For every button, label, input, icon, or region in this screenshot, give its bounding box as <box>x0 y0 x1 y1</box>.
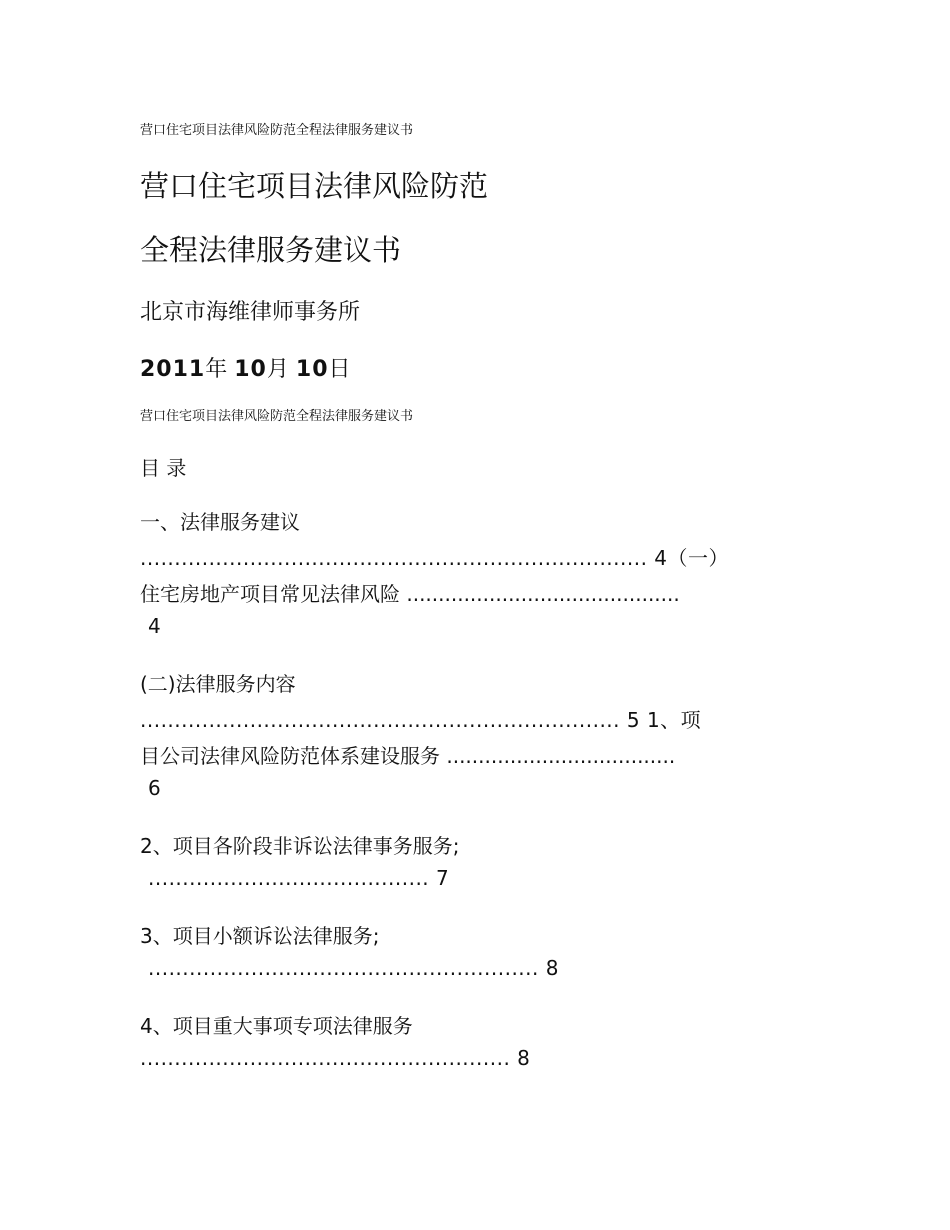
toc-entry: 目公司法律风险防范体系建设服务 .................................... <box>140 744 676 768</box>
date-month: 10 <box>234 357 267 382</box>
toc-leader-line: ......................................... 7 <box>148 866 450 890</box>
date-day: 10 <box>295 357 329 382</box>
toc-entry: 3、项目小额诉讼法律服务; <box>140 924 380 948</box>
date-year: 2011 <box>140 357 206 382</box>
toc-entry: (二)法律服务内容 <box>140 672 296 696</box>
toc-entry: 2、项目各阶段非诉讼法律事务服务; <box>140 834 460 858</box>
law-firm-name: 北京市海维律师事务所 <box>140 300 361 325</box>
toc-leader-line: ......................................................... 8 <box>148 956 559 980</box>
toc-leader-line: ...................................................... 8 <box>140 1046 531 1070</box>
running-header: 营口住宅项目法律风险防范全程法律服务建议书 <box>140 123 414 138</box>
toc-leader-line: ...................................................................... 5 1、项 <box>140 708 702 732</box>
date-year-char: 年 <box>205 357 228 382</box>
document-date <box>140 352 351 383</box>
document-title-line-1: 营口住宅项目法律风险防范 <box>140 169 489 203</box>
running-header-second: 营口住宅项目法律风险防范全程法律服务建议书 <box>140 409 414 424</box>
toc-entry: 4、项目重大事项专项法律服务 <box>140 1014 413 1038</box>
document-title-line-2: 全程法律服务建议书 <box>140 233 402 267</box>
toc-heading: 目 录 <box>140 456 187 480</box>
toc-entry: 住宅房地产项目常见法律风险 ........................................... <box>140 582 680 606</box>
date-month-char: 月 <box>266 357 289 382</box>
toc-page-number: 4 <box>148 614 162 638</box>
toc-page-number: 6 <box>148 776 162 800</box>
toc-leader-line: .......................................................................... 4（一） <box>140 546 730 570</box>
date-day-char: 日 <box>328 357 351 382</box>
toc-entry: 一、法律服务建议 <box>140 510 300 534</box>
